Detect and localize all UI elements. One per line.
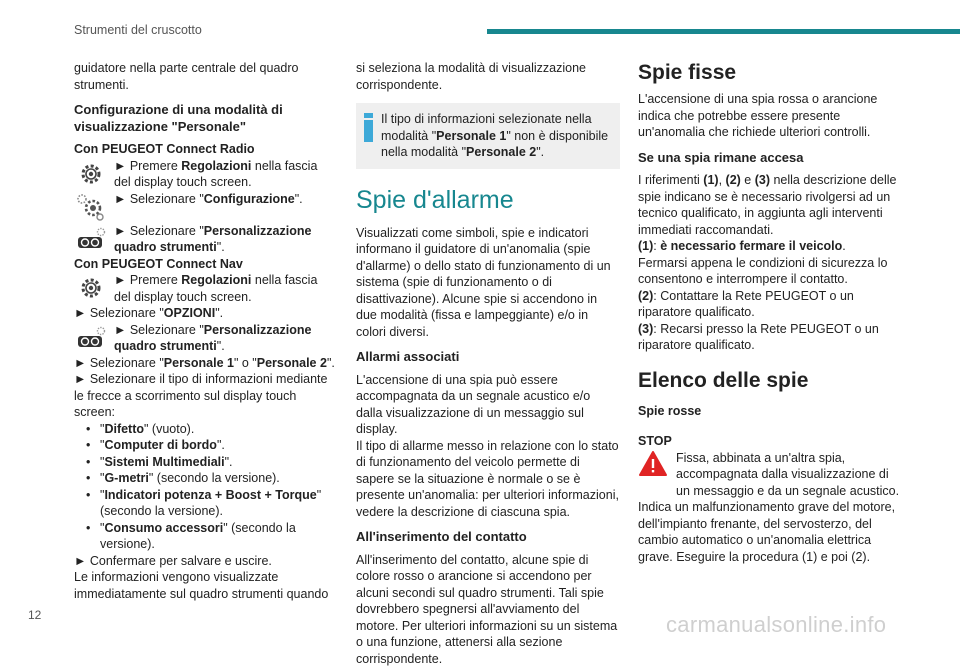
- dashboard-personalize-icon: [74, 322, 108, 354]
- stop-text: Fissa, abbinata a un'altra spia, accompagnata dalla visualizzazione di un messaggio e da un segnale acustico.: [676, 450, 900, 500]
- list-item: • "Difetto" (vuoto).: [86, 421, 336, 438]
- nav-step-3: ► Selezionare "Personalizzazione quadro strumenti".: [74, 322, 336, 355]
- ref-1-text: Fermarsi appena le condizioni di sicurezza lo consentono e interrompere il contatto.: [638, 255, 900, 288]
- radio-step-2: ► Selezionare "Configurazione".: [74, 191, 336, 223]
- continued-text: si seleziona la modalità di visualizzazione corrispondente.: [356, 60, 620, 93]
- allarmi-text: L'accensione di una spia può essere accompagnata da un segnale acustico e/o dalla visualizzazione di un messaggio sul display. Il tipo di allarme messo in relazione con lo stato di funzionamento del veicolo permette di sapere se la situazione è normale o se è presente un'anomalia: per ulteriori informazioni, vedere la descrizione di ciascuna spia.: [356, 372, 620, 521]
- step-info-type: ► Selezionare il tipo di informazioni mediante le frecce a scorrimento sul display touch screen:: [74, 371, 336, 421]
- step-personale: ► Selezionare "Personale 1" o "Personale 2".: [74, 355, 336, 372]
- header-title: Strumenti del cruscotto: [74, 23, 202, 37]
- stop-text-2: Indica un malfunzionamento grave del motore, dell'impianto frenante, del servosterzo, del cambio automatico o un'anomalia elettrica grave. Eseguire la procedura (1) e poi (2).: [638, 499, 900, 565]
- ref-2: (2): Contattare la Rete PEUGEOT o un riparatore qualificato.: [638, 288, 900, 321]
- header-accent-bar: [487, 29, 960, 34]
- spie-rosse-heading: Spie rosse: [638, 403, 900, 420]
- info-box: [356, 103, 620, 169]
- list-item: • "Indicatori potenza + Boost + Torque" (secondo la versione).: [86, 487, 336, 520]
- page-number: 12: [28, 608, 41, 622]
- warning-triangle-icon: [638, 450, 670, 480]
- section-title-spie: Spie d'allarme: [356, 185, 620, 215]
- dashboard-personalize-icon: [74, 223, 108, 255]
- stop-title: STOP: [638, 433, 900, 450]
- outro-text: Le informazioni vengono visualizzate immediatamente sul quadro strumenti quando: [74, 569, 336, 602]
- settings-gears-icon: [74, 191, 108, 223]
- step-confirm: ► Confermare per salvare e uscire.: [74, 553, 336, 570]
- list-item: • "Sistemi Multimediali".: [86, 454, 336, 471]
- elenco-heading: Elenco delle spie: [638, 368, 900, 393]
- gear-icon: [74, 158, 108, 190]
- column-3: [638, 60, 900, 565]
- nav-step-2: ► Selezionare "OPZIONI".: [74, 305, 336, 322]
- stop-row: [638, 450, 900, 500]
- contatto-heading: All'inserimento del contatto: [356, 529, 620, 546]
- info-type-options: [74, 421, 336, 553]
- list-item: • "G-metri" (secondo la versione).: [86, 470, 336, 487]
- allarmi-heading: Allarmi associati: [356, 349, 620, 366]
- gear-icon: [74, 272, 108, 304]
- column-2: [356, 60, 620, 667]
- spie-intro: Visualizzati come simboli, spie e indicatori informano il guidatore di un'anomalia (spie d'allarme) o dello stato di funzionamento di un sistema (spie di funzionamento o di disattivazione). Alcune spie si accendono in due modalità (fissa e lampeggiante) e/o in colori diversi.: [356, 225, 620, 341]
- column-1: [74, 60, 336, 602]
- radio-step-3: ► Selezionare "Personalizzazione quadro strumenti".: [74, 223, 336, 256]
- radio-title: Con PEUGEOT Connect Radio: [74, 141, 336, 158]
- rimane-heading: Se una spia rimane accesa: [638, 150, 900, 167]
- personal-mode-heading: Configurazione di una modalità di visualizzazione "Personale": [74, 101, 336, 135]
- intro-text: guidatore nella parte centrale del quadro strumenti.: [74, 60, 336, 93]
- radio-step-1: ► Premere Regolazioni nella fascia del display touch screen.: [74, 158, 336, 191]
- contatto-text: All'inserimento del contatto, alcune spie di colore rosso o arancione si accendono per alcuni secondi sul quadro strumenti. Tali spie dovrebbero spegnersi all'avviamento del motore. Per ulteriori informazioni su un sistema o una funzione, attenersi alla sezione corrispondente.: [356, 552, 620, 667]
- nav-title: Con PEUGEOT Connect Nav: [74, 256, 336, 273]
- nav-step-1: ► Premere Regolazioni nella fascia del display touch screen.: [74, 272, 336, 305]
- rimane-text: I riferimenti (1), (2) e (3) nella descrizione delle spie indicano se è necessario rivolgersi ad un tecnico qualificato, in aggiunta agli interventi immediati raccomandati.: [638, 172, 900, 238]
- watermark: carmanualsonline.info: [666, 612, 886, 638]
- list-item: • "Consumo accessori" (secondo la versione).: [86, 520, 336, 553]
- info-icon: [364, 113, 373, 161]
- list-item: • "Computer di bordo".: [86, 437, 336, 454]
- spie-fisse-heading: Spie fisse: [638, 60, 900, 85]
- info-text: Il tipo di informazioni selezionate nella modalità "Personale 1" non è disponibile nella modalità "Personale 2".: [381, 111, 612, 161]
- ref-3: (3): Recarsi presso la Rete PEUGEOT o un riparatore qualificato.: [638, 321, 900, 354]
- spie-fisse-text: L'accensione di una spia rossa o arancione indica che potrebbe essere presente un'anomalia che richiede ulteriori controlli.: [638, 91, 900, 141]
- ref-1: (1): è necessario fermare il veicolo.: [638, 238, 900, 255]
